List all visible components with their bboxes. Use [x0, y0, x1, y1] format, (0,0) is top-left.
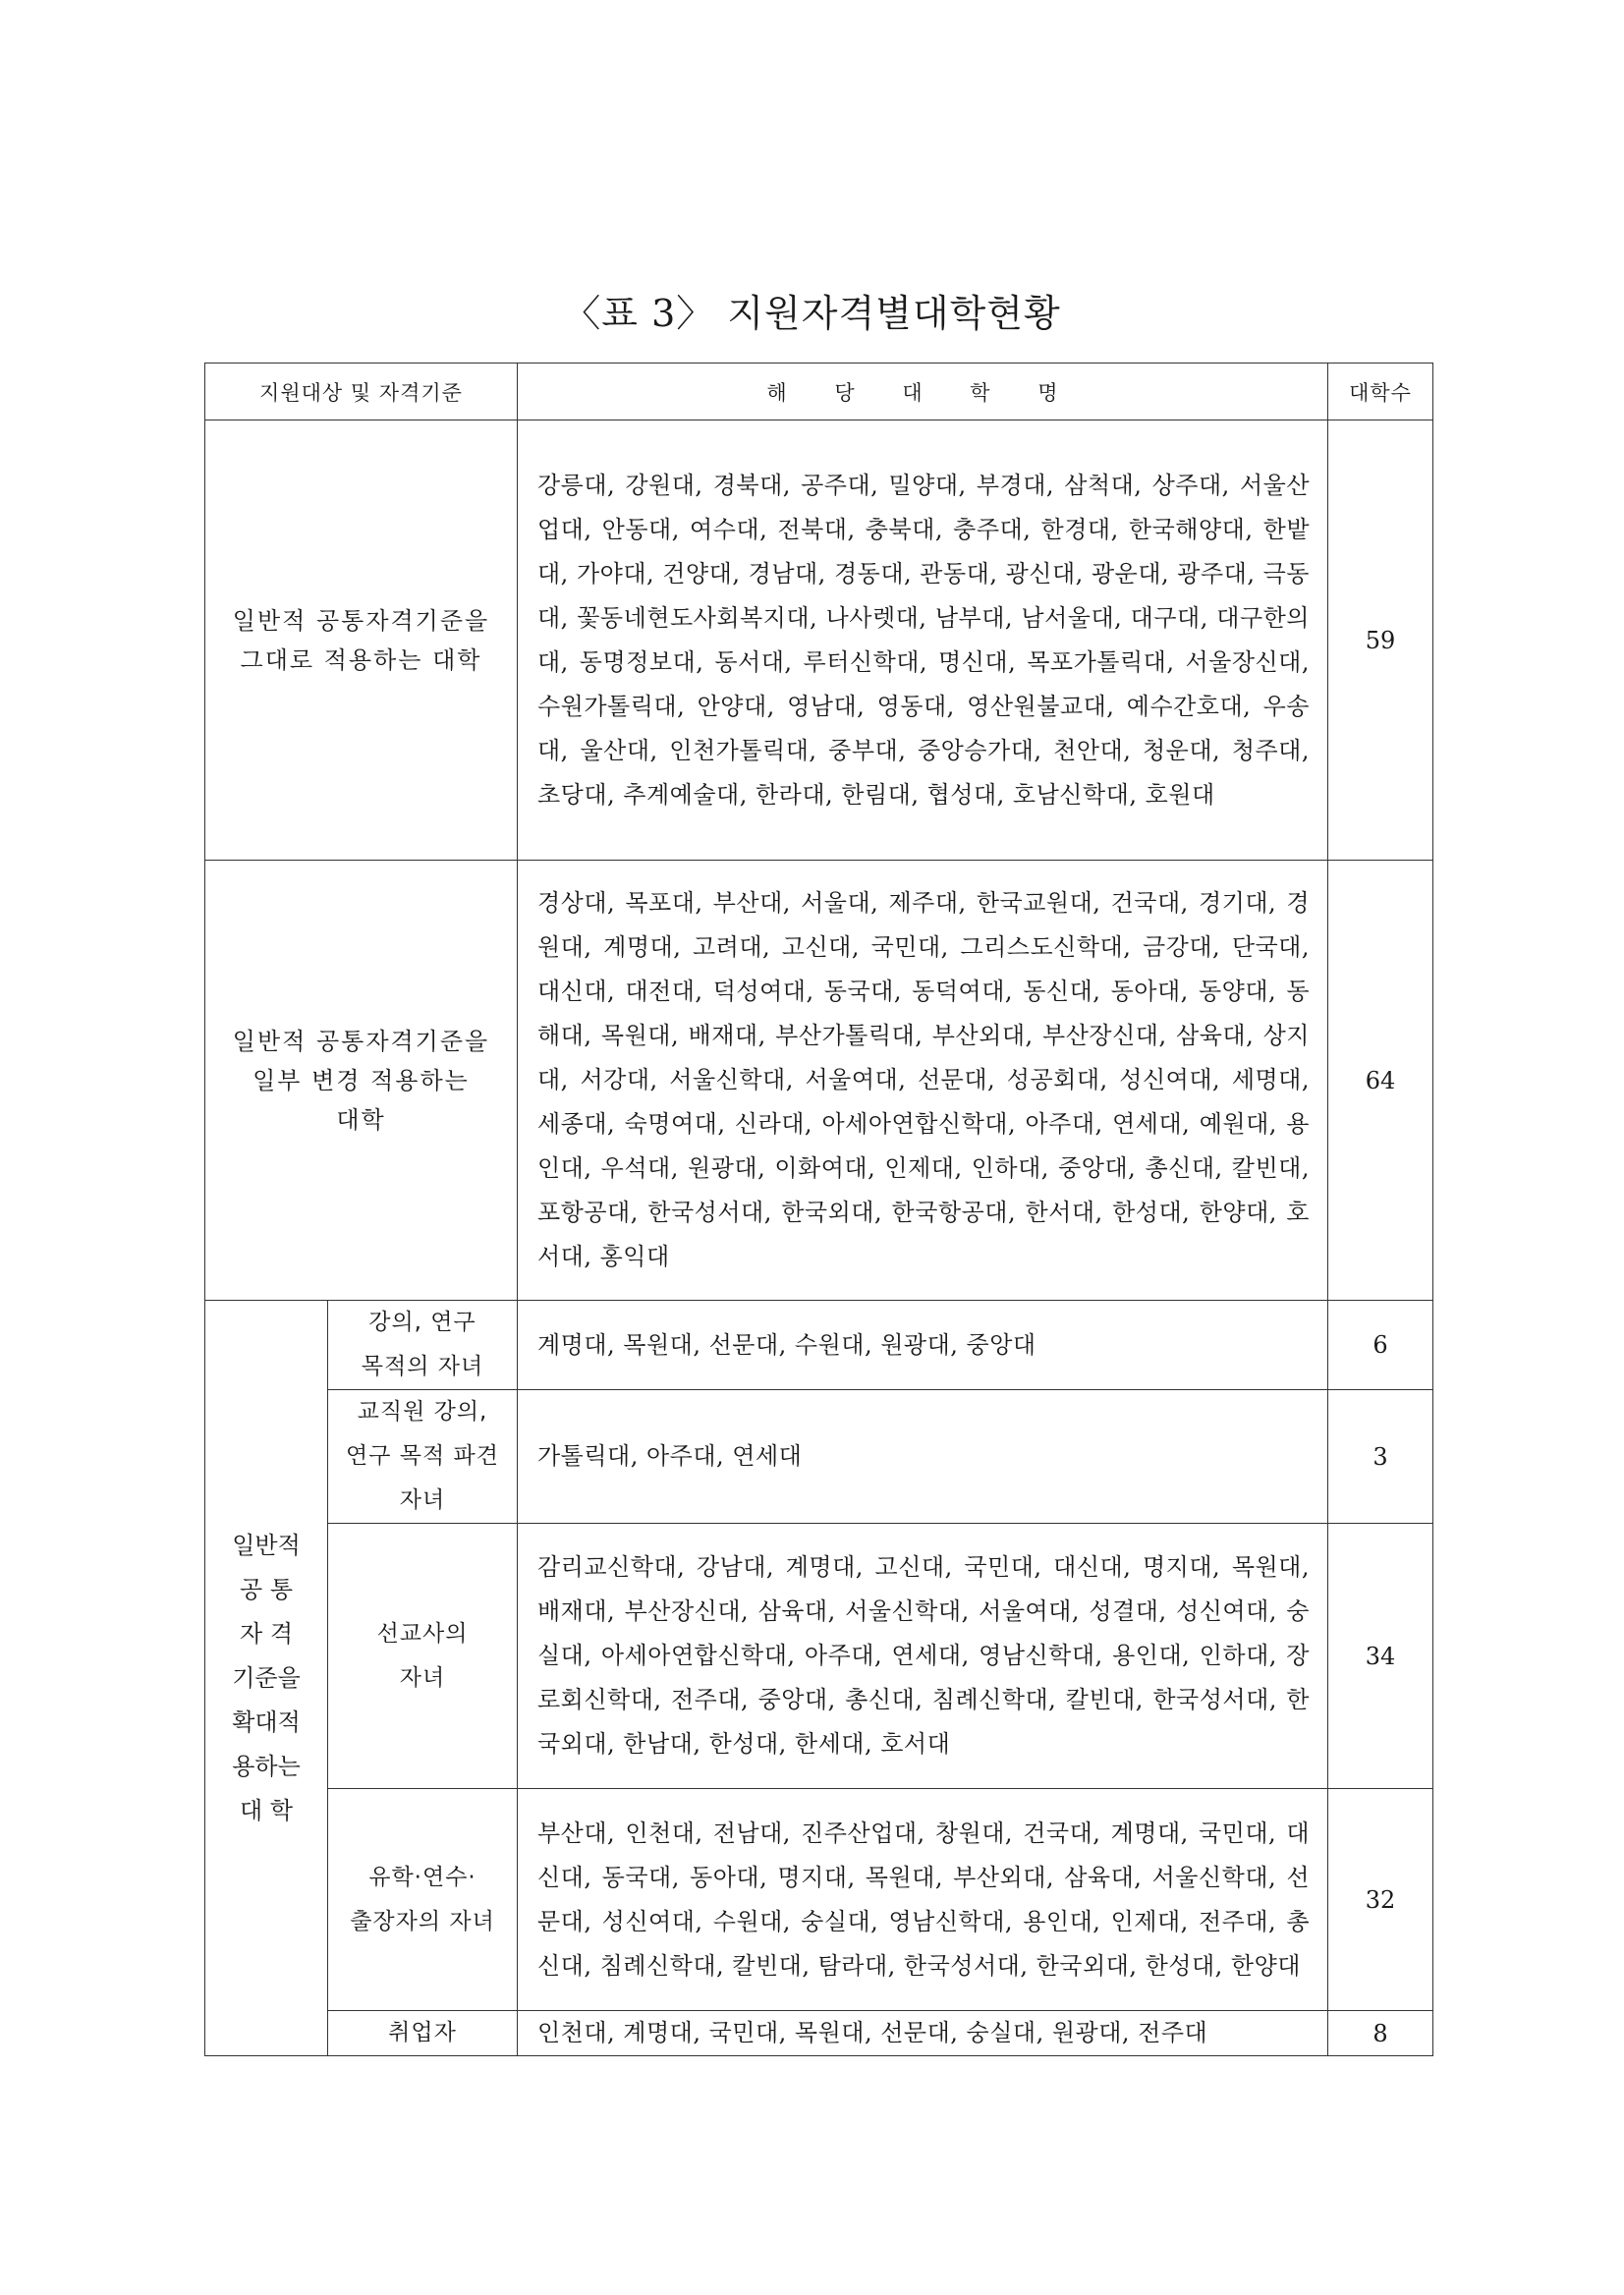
- university-qualification-table: [204, 363, 1433, 2056]
- subcategory-cell: [328, 1789, 518, 2011]
- subcategory-line: 취업자: [388, 2020, 457, 2045]
- category-line: 확대적: [232, 1707, 301, 1736]
- subcategory-line: 연구 목적 파견: [346, 1443, 499, 1469]
- subcategory-line: 유학·연수·: [368, 1864, 476, 1890]
- category-line: 일반적: [232, 1531, 301, 1559]
- subcategory-line: 자녀: [399, 1487, 446, 1513]
- university-list: 부산대, 인천대, 전남대, 진주산업대, 창원대, 건국대, 계명대, 국민대, 대신대, 동국대, 동아대, 명지대, 목원대, 부산외대, 삼육대, 서울신학대, 선문대, 성신여대, 수원대, 숭실대, 영남신학대, 용인대, 인제대, 전주대, 총신대, 침례신학대, 칼빈대, 탐라대, 한국성서대, 한국외대, 한성대, 한양대: [518, 1789, 1328, 2011]
- criterion-line: 일부 변경 적용하는: [252, 1066, 470, 1094]
- subcategory-line: 목적의 자녀: [361, 1354, 484, 1379]
- table-header-row: [205, 364, 1433, 420]
- university-list: 감리교신학대, 강남대, 계명대, 고신대, 국민대, 대신대, 명지대, 목원대, 배재대, 부산장신대, 삼육대, 서울신학대, 서울여대, 성결대, 성신여대, 숭실대, 아세아연합신학대, 아주대, 연세대, 영남신학대, 용인대, 인하대, 장로회신학대, 전주대, 중앙대, 총신대, 침례신학대, 칼빈대, 한국성서대, 한국외대, 한남대, 한성대, 한세대, 호서대: [518, 1524, 1328, 1789]
- subcategory-cell: [328, 1524, 518, 1789]
- subcategory-cell: [328, 1301, 518, 1390]
- criterion-cell: [205, 420, 518, 861]
- category-line: 대 학: [240, 1796, 293, 1824]
- criterion-line: 대학: [336, 1105, 386, 1134]
- subcategory-cell: [328, 1390, 518, 1524]
- subcategory-line: 교직원 강의,: [357, 1399, 488, 1425]
- table-row: [205, 420, 1433, 861]
- header-universities: 해 당 대 학 명: [518, 364, 1328, 420]
- expanded-category-cell: [205, 1301, 328, 2056]
- category-line: 자 격: [240, 1619, 293, 1648]
- table-row: [205, 1524, 1433, 1789]
- criterion-cell: [205, 861, 518, 1301]
- university-count: 59: [1328, 420, 1433, 861]
- header-count: 대학수: [1328, 364, 1433, 420]
- subcategory-line: 자녀: [399, 1664, 446, 1691]
- subcategory-line: 선교사의: [376, 1620, 469, 1647]
- criterion-line: 일반적 공통자격기준을: [232, 606, 490, 635]
- header-criteria: 지원대상 및 자격기준: [205, 364, 518, 420]
- category-line: 용하는: [232, 1752, 301, 1780]
- university-list: 인천대, 계명대, 국민대, 목원대, 선문대, 숭실대, 원광대, 전주대: [518, 2011, 1328, 2056]
- criterion-line: 그대로 적용하는 대학: [240, 645, 482, 674]
- category-line: 기준을: [232, 1663, 301, 1692]
- university-list: 강릉대, 강원대, 경북대, 공주대, 밀양대, 부경대, 삼척대, 상주대, 서울산업대, 안동대, 여수대, 전북대, 충북대, 충주대, 한경대, 한국해양대, 한밭대, 가야대, 건양대, 경남대, 경동대, 관동대, 광신대, 광운대, 광주대, 극동대, 꽃동네현도사회복지대, 나사렛대, 남부대, 남서울대, 대구대, 대구한의대, 동명정보대, 동서대, 루터신학대, 명신대, 목포가톨릭대, 서울장신대, 수원가톨릭대, 안양대, 영남대, 영동대, 영산원불교대, 예수간호대, 우송대, 울산대, 인천가톨릭대, 중부대, 중앙승가대, 천안대, 청운대, 청주대, 초당대, 추계예술대, 한라대, 한림대, 협성대, 호남신학대, 호원대: [518, 420, 1328, 861]
- subcategory-cell: [328, 2011, 518, 2056]
- table-row: [205, 861, 1433, 1301]
- category-line: 공 통: [240, 1575, 293, 1603]
- university-count: 6: [1328, 1301, 1433, 1390]
- university-count: 32: [1328, 1789, 1433, 2011]
- university-list: 계명대, 목원대, 선문대, 수원대, 원광대, 중앙대: [518, 1301, 1328, 1390]
- table-title: 〈표 3〉 지원자격별대학현황: [563, 292, 1061, 335]
- table-row: [205, 1390, 1433, 1524]
- university-count: 64: [1328, 861, 1433, 1301]
- subcategory-line: 출장자의 자녀: [350, 1908, 495, 1934]
- university-count: 3: [1328, 1390, 1433, 1524]
- university-list: 가톨릭대, 아주대, 연세대: [518, 1390, 1328, 1524]
- university-count: 34: [1328, 1524, 1433, 1789]
- university-list: 경상대, 목포대, 부산대, 서울대, 제주대, 한국교원대, 건국대, 경기대, 경원대, 계명대, 고려대, 고신대, 국민대, 그리스도신학대, 금강대, 단국대, 대신대, 대전대, 덕성여대, 동국대, 동덕여대, 동신대, 동아대, 동양대, 동해대, 목원대, 배재대, 부산가톨릭대, 부산외대, 부산장신대, 삼육대, 상지대, 서강대, 서울신학대, 서울여대, 선문대, 성공회대, 성신여대, 세명대, 세종대, 숙명여대, 신라대, 아세아연합신학대, 아주대, 연세대, 예원대, 용인대, 우석대, 원광대, 이화여대, 인제대, 인하대, 중앙대, 총신대, 칼빈대, 포항공대, 한국성서대, 한국외대, 한국항공대, 한서대, 한성대, 한양대, 호서대, 홍익대: [518, 861, 1328, 1301]
- university-count: 8: [1328, 2011, 1433, 2056]
- table-row: [205, 2011, 1433, 2056]
- table-row: [205, 1789, 1433, 2011]
- subcategory-line: 강의, 연구: [368, 1310, 476, 1335]
- table-row: [205, 1301, 1433, 1390]
- criterion-line: 일반적 공통자격기준을: [232, 1027, 490, 1055]
